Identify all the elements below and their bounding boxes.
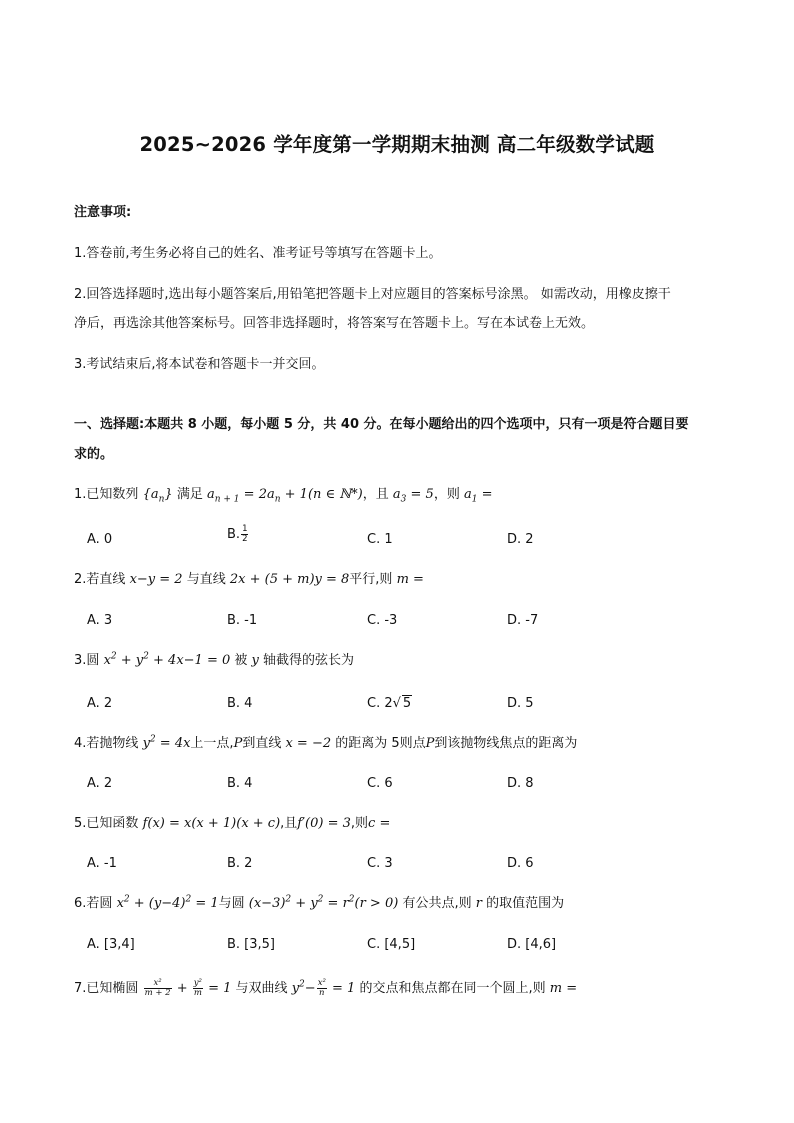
question-6-option-d: D. [4,6] <box>507 937 557 952</box>
exam-title: 2025~2026 学年度第一学期期末抽测 高二年级数学试题 <box>139 133 655 156</box>
question-6-stem: 6.若圆 $x^2 + (y-4)^2 = 1$与圆 $(x-3)^2 + y^2 = r^2(r > 0)$ 有公共点,则 r 的取值范围为 <box>74 894 565 911</box>
fraction: $\frac{\text{x²}}{n}$ <box>317 978 326 998</box>
question-6-option-c: C. [4,5] <box>367 937 416 952</box>
question-3-option-c: C. 2√ 5 <box>367 696 412 711</box>
math-expression: m = <box>549 981 578 996</box>
question-4-option-c: C. 6 <box>367 776 393 791</box>
question-2-option-d: D. -7 <box>507 613 539 628</box>
question-5-option-c: C. 3 <box>367 856 393 871</box>
question-4-option-d: D. 8 <box>507 776 534 791</box>
math-expression: r <box>475 896 482 911</box>
question-3-option-d: D. 5 <box>507 696 534 711</box>
question-number: 4. <box>74 736 87 751</box>
question-2-option-a: A. 3 <box>87 613 113 628</box>
math-expression: f′(0) = 3 <box>297 816 351 831</box>
question-number: 5. <box>74 816 87 831</box>
fraction: $\frac{1}{2}$ <box>242 524 248 544</box>
question-5-option-d: D. 6 <box>507 856 534 871</box>
question-2-option-c: C. -3 <box>367 613 398 628</box>
section-1-heading-line-1: 一、选择题:本题共 8 小题，每小题 5 分，共 40 分。在每小题给出的四个选项中，只有一项是符合题目要 <box>74 417 689 432</box>
math-expression: $y^2 = 4x$ <box>142 734 191 751</box>
question-number: 2. <box>74 572 87 587</box>
question-4-stem: 4.若抛物线 $y^2 = 4x$上一点,P到直线 x = −2 的距离为 5则点P到该抛物线焦点的距离为 <box>74 734 578 751</box>
question-2-option-b: B. -1 <box>227 613 258 628</box>
math-expression: $y^2-$ $\frac{\text{x²}}{n}$ = 1 <box>291 978 356 998</box>
sqrt-icon: √ <box>392 696 401 711</box>
notice-heading: 注意事项: <box>74 205 132 220</box>
math-expression: m = <box>396 572 424 587</box>
question-7-stem: 7.已知椭圆 $\frac{\text{x²}}{m + 2}$ + $\frac{\text{y²}}{m}$ = 1 与双曲线 $y^2-$ $\frac{\text{x²}}{n}$ = 1 的交点和焦点都在同一个圆上,则 m = <box>74 978 578 998</box>
math-expression: $x^2 + (y-4)^2 = 1$ <box>116 894 219 911</box>
question-1-option-b: B. $\frac{1}{2}$ <box>227 524 248 544</box>
math-expression: $a_1$ = <box>463 487 493 505</box>
section-1-heading-line-2: 求的。 <box>74 447 114 462</box>
math-expression: $(x-3)^2 + y^2 = r^2(r > 0)$ <box>248 894 399 911</box>
fraction: $\frac{\text{x²}}{m + 2}$ <box>144 978 171 998</box>
math-expression: x = −2 <box>285 736 332 751</box>
math-expression: $a_{n + 1} = 2a_n + 1(n$ ∈ ℕ*) <box>206 487 363 505</box>
math-expression: x−y = 2 <box>129 572 183 587</box>
question-1-option-d: D. 2 <box>507 532 534 547</box>
question-6-option-b: B. [3,5] <box>227 937 276 952</box>
question-3-option-a: A. 2 <box>87 696 113 711</box>
question-number: 7. <box>74 981 87 996</box>
notice-item-3: 3.考试结束后,将本试卷和答题卡一并交回。 <box>74 357 325 372</box>
question-3-stem: 3.圆 $x^2 + y^2 + 4x-1 = 0$ 被 y 轴截得的弦长为 <box>74 651 355 668</box>
math-expression: c = <box>368 816 391 831</box>
question-1-option-a: A. 0 <box>87 532 113 547</box>
math-expression: y <box>251 653 259 668</box>
question-4-option-a: A. 2 <box>87 776 113 791</box>
notice-item-2-line-1: 2.回答选择题时,选出每小题答案后,用铅笔把答题卡上对应题目的答案标号涂黑。 如需改动，用橡皮擦干 <box>74 287 671 302</box>
math-expression: $\frac{\text{x²}}{m + 2}$ + $\frac{\text{y²}}{m}$ = 1 <box>144 978 232 998</box>
question-6-option-a: A. [3,4] <box>87 937 135 952</box>
question-2-stem: 2.若直线 x−y = 2 与直线 2x + (5 + m)y = 8平行,则 m = <box>74 572 424 587</box>
question-number: 6. <box>74 896 87 911</box>
fraction: $\frac{\text{y²}}{m}$ <box>193 978 202 998</box>
math-expression: $x^2 + y^2 + 4x-1 = 0$ <box>103 651 231 668</box>
math-expression: P <box>425 736 435 751</box>
question-4-option-b: B. 4 <box>227 776 253 791</box>
question-5-option-b: B. 2 <box>227 856 253 871</box>
notice-item-1: 1.答卷前,考生务必将自己的姓名、准考证号等填写在答题卡上。 <box>74 246 442 261</box>
question-1-option-c: C. 1 <box>367 532 393 547</box>
math-expression: f(x) = x(x + 1)(x + c) <box>142 816 281 831</box>
question-5-stem: 5.已知函数 f(x) = x(x + 1)(x + c),且f′(0) = 3,则c = <box>74 816 391 831</box>
question-number: 3. <box>74 653 87 668</box>
notice-item-2-line-2: 净后，再选涂其他答案标号。回答非选择题时，将答案写在答题卡上。写在本试卷上无效。 <box>74 316 595 331</box>
math-expression: 2x + (5 + m)y = 8 <box>229 572 350 587</box>
math-expression: $\{a_n\}$ <box>142 487 173 505</box>
question-1-stem: 1.已知数列 $\{a_n\}$ 满足 $a_{n + 1} = 2a_n + 1(n$ ∈ ℕ*)，且 $a_3 = 5$，则 $a_1$ = <box>74 487 493 505</box>
math-expression: $a_3 = 5$ <box>392 487 434 505</box>
math-expression: P <box>233 736 243 751</box>
question-number: 1. <box>74 487 87 502</box>
question-3-option-b: B. 4 <box>227 696 253 711</box>
question-5-option-a: A. -1 <box>87 856 117 871</box>
